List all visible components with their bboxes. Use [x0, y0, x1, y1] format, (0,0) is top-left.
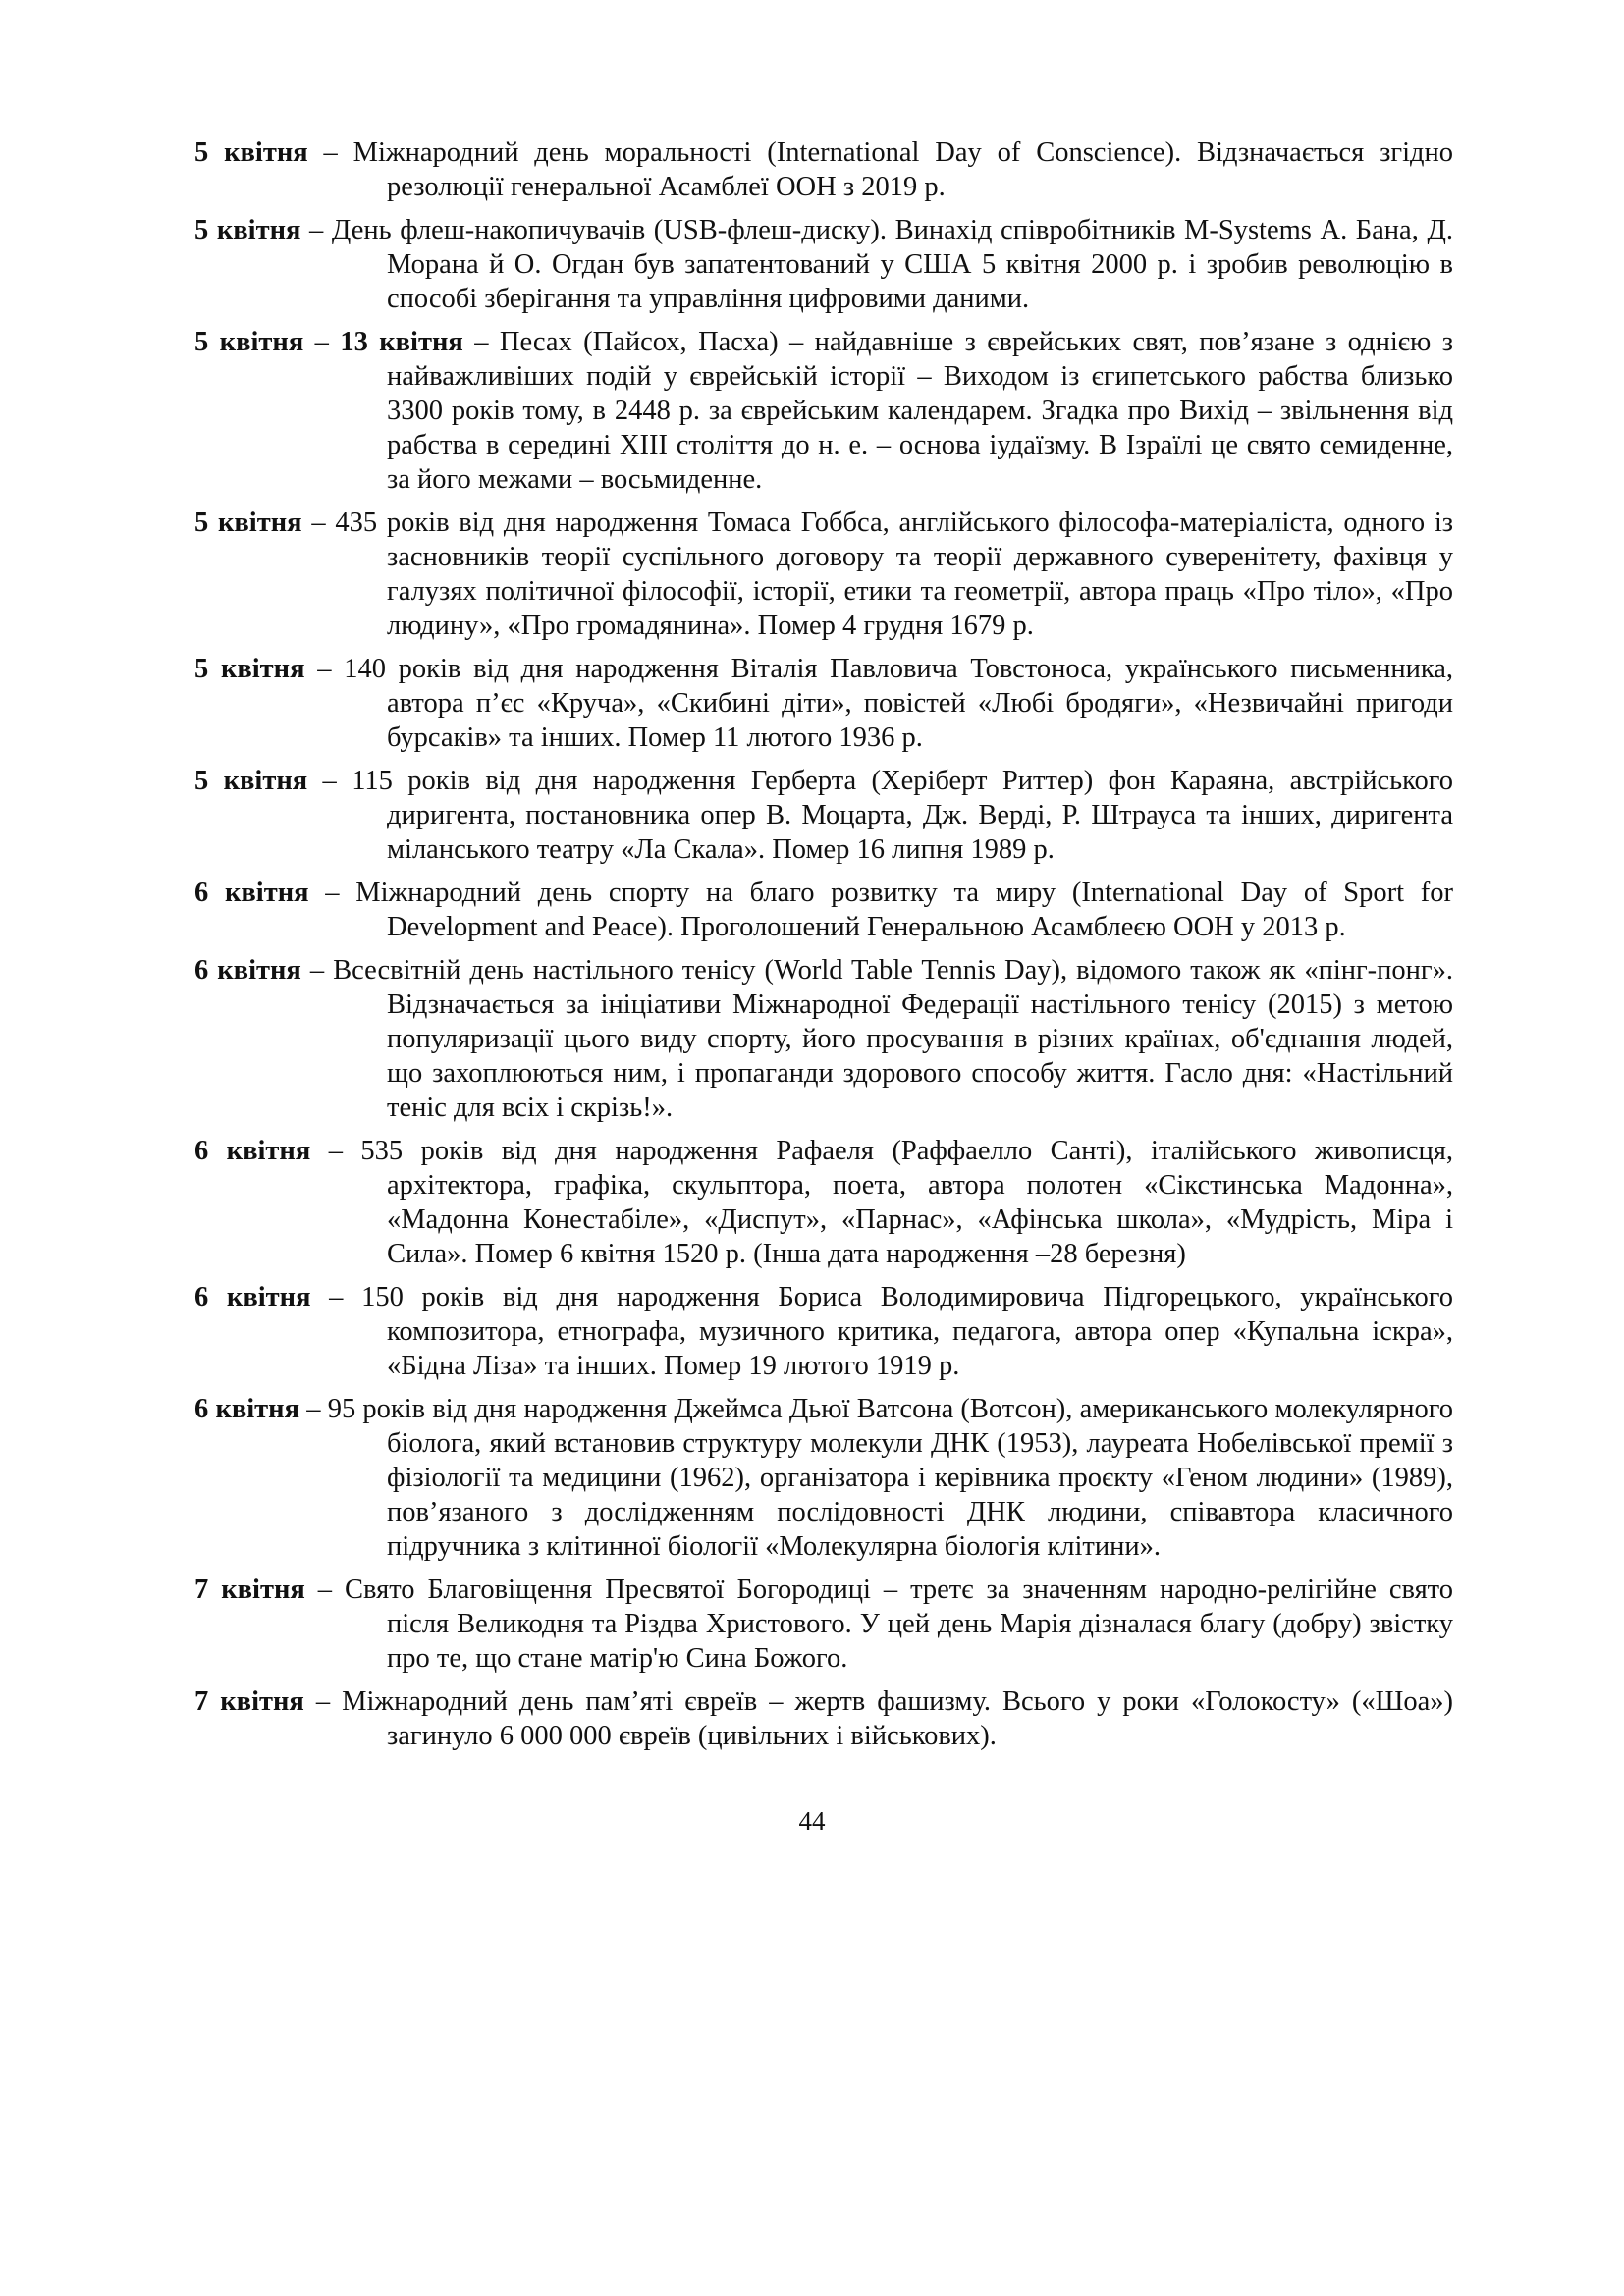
calendar-entry: 5 квітня – 140 років від дня народження Віталія Павловича Товстоноса, українського письменника, автора п’єс «Круча», «Скибині діти», повістей «Любі бродяги», «Незвичайні пригоди бурсаків» та інших. Помер 11 лютого 1936 р. — [194, 654, 1454, 753]
entry-text: 150 років від дня народження Бориса Володимировича Підгорецького, українського композитора, етнографа, музичного критика, педагога, автора опер «Купальна іскра», «Бідна Ліза» та інших. Помер 19 лютого 1919 р. — [361, 1282, 1453, 1381]
entry-date: 5 квітня — [194, 507, 302, 538]
calendar-entry: 5 квітня – 435 років від дня народження Томаса Гоббса, англійського філософа-матеріаліста, одного із засновників теорії суспільного договору та теорії державного суверенітету, фахівця у галузях політичної філософії, історії, етики та геометрії, автора праць «Про тіло», «Про людину», «Про громадянина». Помер 4 грудня 1679 р. — [194, 507, 1454, 641]
entry-text: Песах (Пайсох, Пасха) – найдавніше з єврейських свят, пов’язане з однією з найважливіших подій у єврейській історії – Виходом із єгипетського рабства близько 3300 років тому, в 2448 р. за єврейським календарем. Згадка про Вихід – звільнення від рабства в середині XIII століття до н. е. – основа іудаїзму. В Ізраїлі це свято семиденне, за його межами – восьмиденне. — [387, 327, 1453, 495]
entry-date: 6 квітня — [194, 1136, 311, 1166]
entry-date: 7 квітня — [194, 1686, 304, 1717]
entry-text: День флеш-накопичувачів (USB-флеш-диску). Винахід співробітників M-Systems А. Бана, Д. Морана й О. Огдан був запатентований у США 5 квітня 2000 р. і зробив революцію в способі зберігання та управління цифровими даними. — [331, 215, 1454, 314]
entry-text: Міжнародний день моральності (International Day of Conscience). Відзначається згідно резолюції генеральної Асамблеї ООН з 2019 р. — [352, 137, 1453, 202]
calendar-entry: 5 квітня – 115 років від дня народження Герберта (Херіберт Риттер) фон Караяна, австрійського диригента, постановника опер В. Моцарта, Дж. Верді, Р. Штрауса та інших, диригента міланського театру «Ла Скала». Помер 16 липня 1989 р. — [194, 766, 1454, 865]
entry-text: 95 років від дня народження Джеймса Дьюї Ватсона (Вотсон), американського молекулярного біолога, який встановив структуру молекули ДНК (1953), лауреата Нобелівської премії з фізіології та медицини (1962), організатора і керівника проєкту «Геном людини» (1989), пов’язаного з дослідженням послідовності ДНК людини, співавтора класичного підручника з клітинної біології «Молекулярна біологія клітини». — [327, 1394, 1453, 1562]
entry-date-end: 13 квітня — [340, 327, 463, 357]
entry-text: 140 років від дня народження Віталія Павловича Товстоноса, українського письменника, автора п’єс «Круча», «Скибині діти», повістей «Любі бродяги», «Незвичайні пригоди бурсаків» та інших. Помер 11 лютого 1936 р. — [344, 654, 1454, 753]
entry-date: 5 квітня — [194, 215, 301, 245]
entry-text: 435 років від дня народження Томаса Гоббса, англійського філософа-матеріаліста, одного із засновників теорії суспільного договору та теорії державного суверенітету, фахівця у галузях політичної філософії, історії, етики та геометрії, автора праць «Про тіло», «Про людину», «Про громадянина». Помер 4 грудня 1679 р. — [335, 507, 1454, 641]
calendar-entry: 6 квітня – 535 років від дня народження Рафаеля (Раффаелло Санті), італійського живописця, архітектора, графіка, скульптора, поета, автора полотен «Сікстинська Мадонна», «Мадонна Конестабіле», «Диспут», «Парнас», «Афінська школа», «Мудрість, Міра і Сила». Помер 6 квітня 1520 р. (Інша дата народження –28 березня) — [194, 1136, 1454, 1269]
calendar-entry: 5 квітня – 13 квітня – Песах (Пайсох, Пасха) – найдавніше з єврейських свят, пов’язане з однією з найважливіших подій у єврейській історії – Виходом із єгипетського рабства близько 3300 років тому, в 2448 р. за єврейським календарем. Згадка про Вихід – звільнення від рабства в середині XIII століття до н. е. – основа іудаїзму. В Ізраїлі це свято семиденне, за його межами – восьмиденне. — [194, 327, 1453, 495]
calendar-entry: 7 квітня – Свято Благовіщення Пресвятої Богородиці – третє за значенням народно-релігійне свято після Великодня та Різдва Христового. У цей день Марія дізналася благу (добру) звістку про те, що стане матір'ю Сина Божого. — [194, 1575, 1454, 1674]
calendar-page — [194, 135, 1453, 1762]
entry-date: 5 квітня — [194, 327, 304, 357]
entry-date: 6 квітня — [194, 878, 309, 908]
calendar-entry: 5 квітня – День флеш-накопичувачів (USB-флеш-диску). Винахід співробітників M-Systems А. Бана, Д. Морана й О. Огдан був запатентований у США 5 квітня 2000 р. і зробив революцію в способі зберігання та управління цифровими даними. — [194, 215, 1454, 314]
calendar-entry: 5 квітня – Міжнародний день моральності (International Day of Conscience). Відзначається згідно резолюції генеральної Асамблеї ООН з 2019 р. — [194, 137, 1453, 202]
entry-text: 115 років від дня народження Герберта (Херіберт Риттер) фон Караяна, австрійського диригента, постановника опер В. Моцарта, Дж. Верді, Р. Штрауса та інших, диригента міланського театру «Ла Скала». Помер 16 липня 1989 р. — [352, 766, 1454, 865]
calendar-entry: 6 квітня – 150 років від дня народження Бориса Володимировича Підгорецького, українського композитора, етнографа, музичного критика, педагога, автора опер «Купальна іскра», «Бідна Ліза» та інших. Помер 19 лютого 1919 р. — [194, 1282, 1453, 1381]
page-number: 44 — [798, 1806, 826, 1836]
entry-date: 7 квітня — [194, 1575, 305, 1605]
entry-text: Міжнародний день спорту на благо розвитку та миру (International Day of Sport for Development and Peace). Проголошений Генеральною Асамблеєю ООН у 2013 р. — [355, 878, 1454, 942]
entry-date: 5 квітня — [194, 654, 305, 684]
entry-text: Міжнародний день пам’яті євреїв – жертв фашизму. Всього у роки «Голокосту» («Шоа») загинуло 6 000 000 євреїв (цивільних і військових). — [342, 1686, 1454, 1751]
entry-text: Свято Благовіщення Пресвятої Богородиці – третє за значенням народно-релігійне свято після Великодня та Різдва Христового. У цей день Марія дізналася благу (добру) звістку про те, що стане матір'ю Сина Божого. — [345, 1575, 1454, 1674]
entry-text: 535 років від дня народження Рафаеля (Раффаелло Санті), італійського живописця, архітектора, графіка, скульптора, поета, автора полотен «Сікстинська Мадонна», «Мадонна Конестабіле», «Диспут», «Парнас», «Афінська школа», «Мудрість, Міра і Сила». Помер 6 квітня 1520 р. (Інша дата народження –28 березня) — [360, 1136, 1454, 1269]
entry-date: 6 квітня — [194, 1394, 300, 1424]
calendar-entry: 6 квітня – 95 років від дня народження Джеймса Дьюї Ватсона (Вотсон), американського молекулярного біолога, який встановив структуру молекули ДНК (1953), лауреата Нобелівської премії з фізіології та медицини (1962), організатора і керівника проєкту «Геном людини» (1989), пов’язаного з дослідженням послідовності ДНК людини, співавтора класичного підручника з клітинної біології «Молекулярна біологія клітини». — [194, 1394, 1453, 1562]
entry-date: 5 квітня — [194, 137, 308, 168]
calendar-entry: 6 квітня – Міжнародний день спорту на благо розвитку та миру (International Day of Sport for Development and Peace). Проголошений Генеральною Асамблеєю ООН у 2013 р. — [194, 878, 1454, 942]
entry-date: 6 квітня — [194, 1282, 311, 1312]
calendar-entry: 7 квітня – Міжнародний день пам’яті євреїв – жертв фашизму. Всього у роки «Голокосту» («Шоа») загинуло 6 000 000 євреїв (цивільних і військових). — [194, 1686, 1454, 1751]
calendar-entry: 6 квітня – Всесвітній день настільного тенісу (World Table Tennis Day), відомого також як «пінг-понг». Відзначається за ініціативи Міжнародної Федерації настільного тенісу (2015) з метою популяризації цього виду спорту, його просування в різних країнах, об'єднання людей, що захоплюються ним, і пропаганди здорового способу життя. Гасло дня: «Настільний теніс для всіх і скрізь!». — [194, 955, 1453, 1123]
entry-text: Всесвітній день настільного тенісу (World Table Tennis Day), відомого також як «пінг-понг». Відзначається за ініціативи Міжнародної Федерації настільного тенісу (2015) з метою популяризації цього виду спорту, його просування в різних країнах, об'єднання людей, що захоплюються ним, і пропаганди здорового способу життя. Гасло дня: «Настільний теніс для всіх і скрізь!». — [333, 955, 1453, 1123]
entry-date: 5 квітня — [194, 766, 308, 796]
entry-date: 6 квітня — [194, 955, 301, 986]
